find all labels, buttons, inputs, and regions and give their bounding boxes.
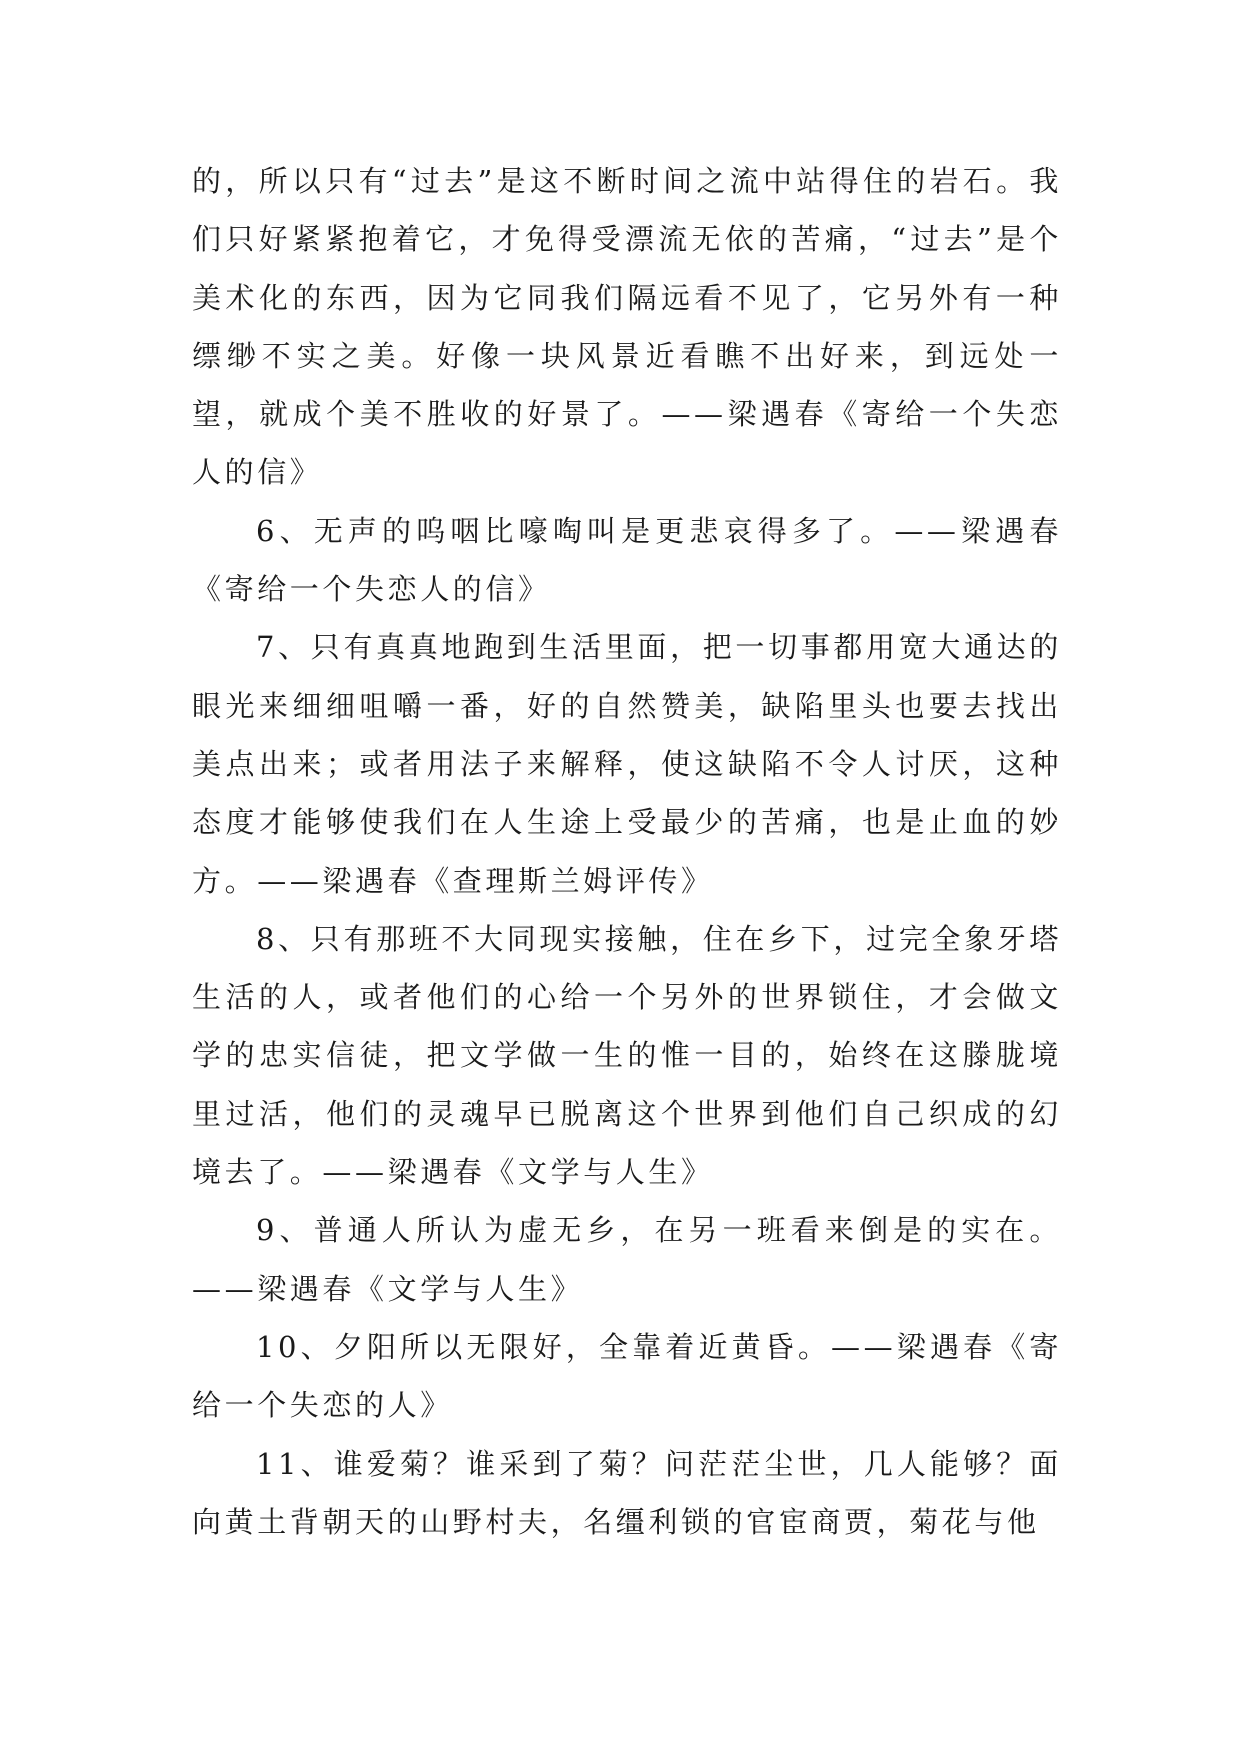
- document-page: [192, 152, 1062, 1551]
- paragraph-quote-11: 11、谁爱菊？谁采到了菊？问茫茫尘世，几人能够？面向黄土背朝天的山野村夫，名缰利锁的官宦商贾，菊花与他: [192, 1446, 1062, 1539]
- paragraph-quote-9: 9、普通人所认为虚无乡，在另一班看来倒是的实在。——梁遇春《文学与人生》: [192, 1213, 1062, 1306]
- paragraph-quote-7: 7、只有真真地跑到生活里面，把一切事都用宽大通达的眼光来细细咀嚼一番，好的自然赞美，缺陷里头也要去找出美点出来；或者用法子来解释，使这缺陷不令人讨厌，这种态度才能够使我们在人生途上受最少的苦痛，也是止血的妙方。——梁遇春《查理斯兰姆评传》: [192, 630, 1062, 898]
- paragraph-continuation: 的，所以只有“过去”是这不断时间之流中站得住的岩石。我们只好紧紧抱着它，才免得受漂流无依的苦痛，“过去”是个美术化的东西，因为它同我们隔远看不见了，它另外有一种缥缈不实之美。好像一块风景近看瞧不出好来，到远处一望，就成个美不胜收的好景了。——梁遇春《寄给一个失恋人的信》: [192, 164, 1062, 490]
- paragraph-quote-6: 6、无声的呜咽比嚎啕叫是更悲哀得多了。——梁遇春《寄给一个失恋人的信》: [192, 513, 1062, 607]
- paragraph-quote-8: 8、只有那班不大同现实接触，住在乡下，过完全象牙塔生活的人，或者他们的心给一个另外的世界锁住，才会做文学的忠实信徒，把文学做一生的惟一目的，始终在这滕胧境里过活，他们的灵魂早已脱离这个世界到他们自己织成的幻境去了。——梁遇春《文学与人生》: [192, 921, 1062, 1190]
- paragraph-quote-10: 10、夕阳所以无限好，全靠着近黄昏。——梁遇春《寄给一个失恋的人》: [192, 1329, 1062, 1423]
